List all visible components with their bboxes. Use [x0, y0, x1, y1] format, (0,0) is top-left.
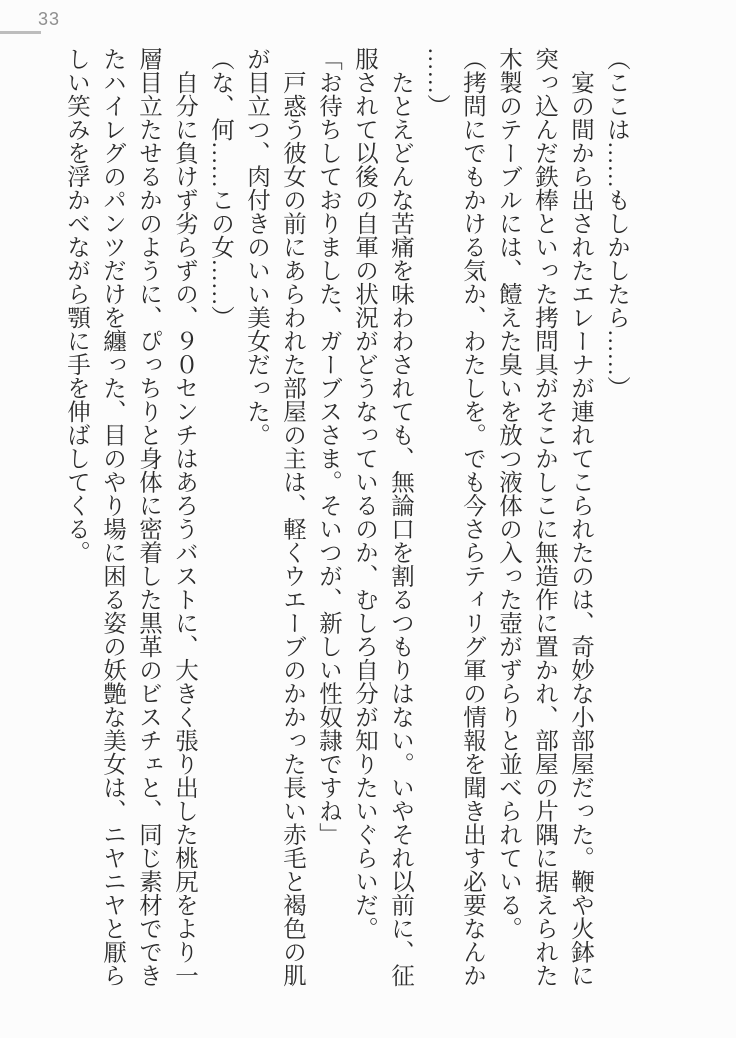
text-line: 層目立たせるかのように、ぴっちりと身体に密着した黒革のビスチェと、同じ素材ででき: [135, 47, 161, 987]
text-line: （な、何……この女……）: [207, 47, 233, 329]
text-line: 突っ込んだ鉄棒といった拷問具がそこかしこに無造作に置かれ、部屋の片隅に据えられた: [531, 47, 557, 987]
page-number: 33: [38, 9, 61, 29]
text-line: 自分に負けず劣らずの、９０センチはあろうバストに、大きく張り出した桃尻をより一: [171, 47, 197, 987]
text-line: 服されて以後の自軍の状況がどうなっているのか、むしろ自分が知りたいぐらいだ。: [351, 47, 377, 940]
text-line: 戸惑う彼女の前にあらわれた部屋の主は、軽くウエーブのかかった長い赤毛と褐色の肌: [279, 47, 305, 987]
text-line: 木製のテーブルには、饐えた臭いを放つ液体の入った壺がずらりと並べられている。: [495, 47, 521, 940]
page-number-rule: [0, 31, 41, 34]
text-line: ……）: [423, 47, 449, 118]
text-line: 宴の間から出されたエレーナが連れてこられたのは、奇妙な小部屋だった。鞭や火鉢に: [567, 47, 593, 987]
text-line: たとえどんな苦痛を味わわされても、無論口を割るつもりはない。いやそれ以前に、征: [387, 47, 413, 987]
text-line: が目立つ、肉付きのいい美女だった。: [243, 47, 269, 447]
text-line: たハイレグのパンツだけを纏った、目のやり場に困る姿の妖艶な美女は、ニヤニヤと厭ら: [99, 47, 125, 987]
vertical-text-block: [58, 47, 634, 997]
text-line: （ここは……もしかしたら……）: [603, 47, 629, 400]
text-line: 「お待ちしておりました、ガーブスさま。そいつが、新しい性奴隷ですね」: [315, 47, 341, 846]
text-line: （拷問にでもかける気か、わたしを。でも今さらティリグ軍の情報を聞き出す必要なんか: [459, 47, 485, 987]
text-line: しい笑みを浮かべながら顎に手を伸ばしてくる。: [63, 47, 89, 564]
